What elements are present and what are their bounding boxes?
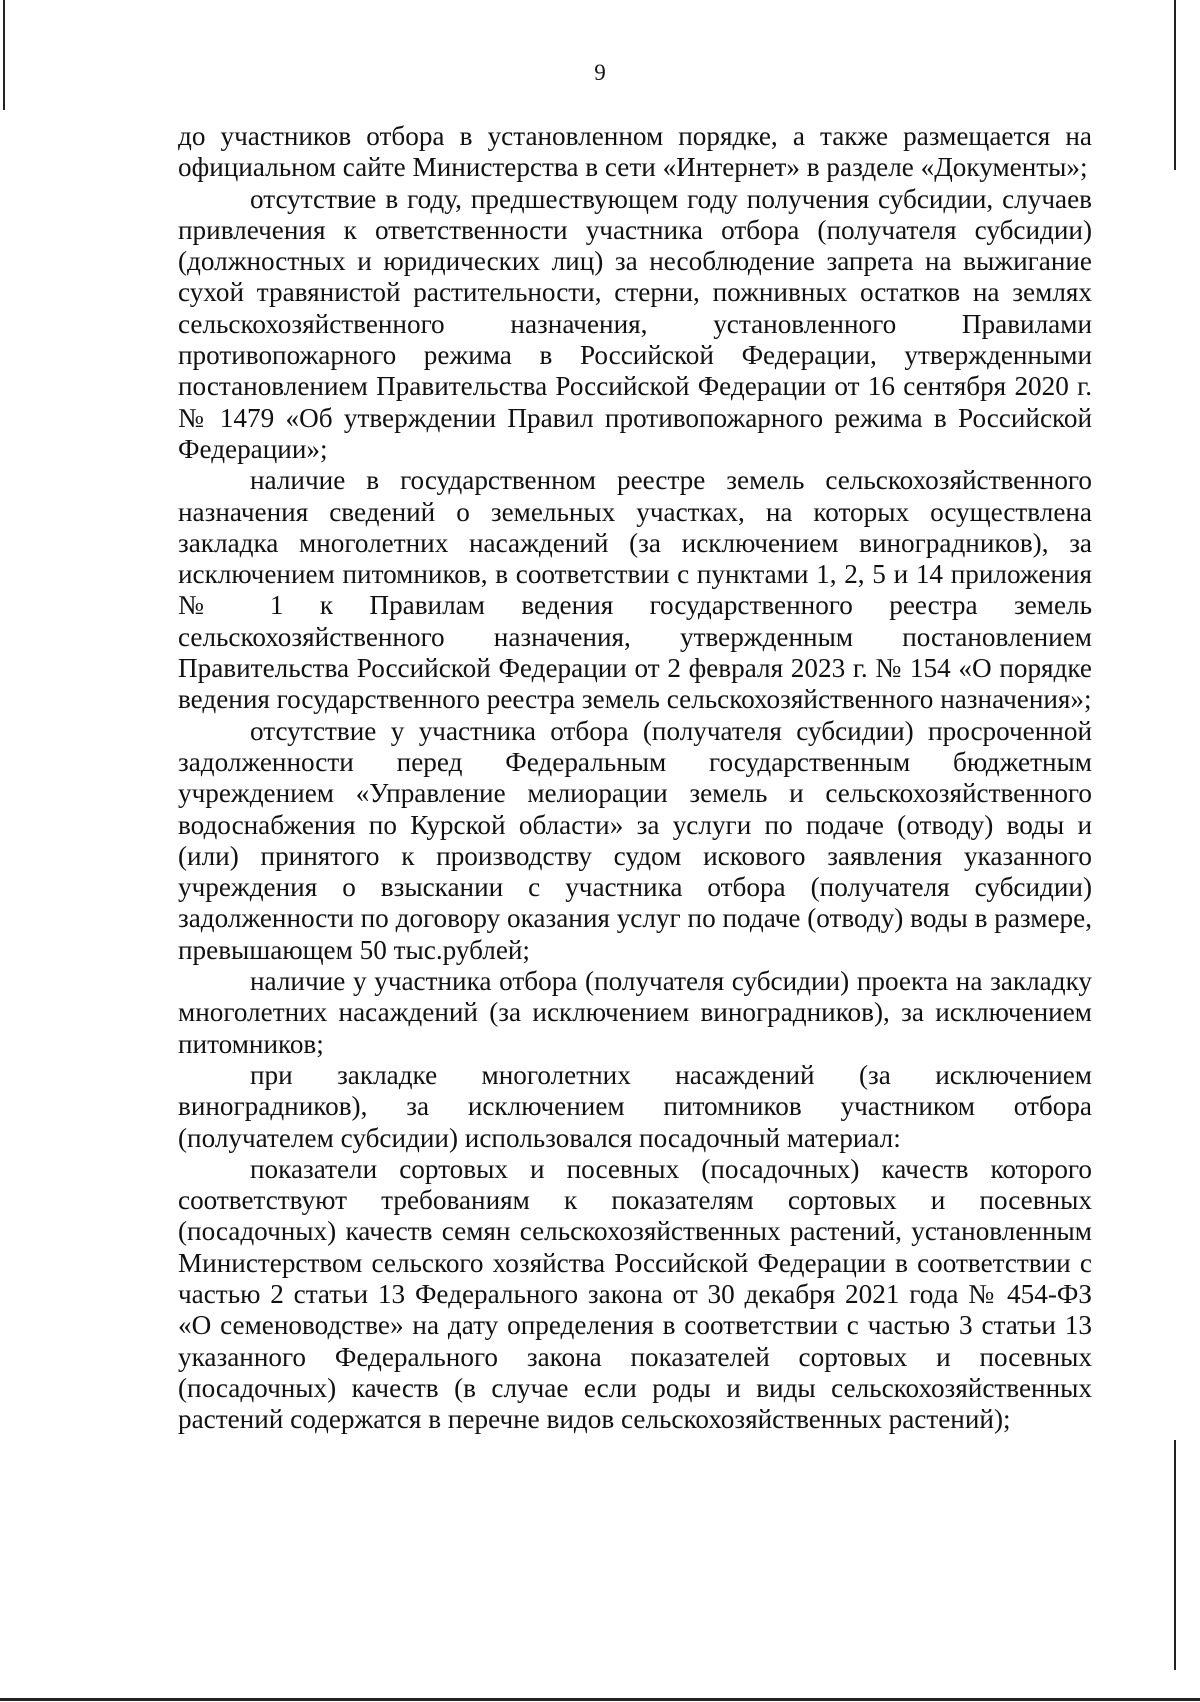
scan-edge-bottom [0, 1698, 1200, 1701]
paragraph-quality-indicators: показатели сортовых и посевных (посадочных) качеств которого соответствуют требованиям к показателям сортовых и посевных (посадочных) качеств семян сельскохозяйственных растений, установленным Министерством сельского хозяйства Российской Федерации в соответствии с частью 2 статьи 13 Федерального закона от 30 декабря 2021 года № 454-ФЗ «О семеноводстве» на дату определения в соответствии с частью 3 статьи 13 указанного Федерального закона показателей сортовых и посевных (посадочных) качеств (в случае если роды и виды сельскохозяйственных растений содержатся в перечне видов сельскохозяйственных растений); [178, 1153, 1092, 1435]
scan-edge-left [3, 0, 5, 110]
document-body [178, 121, 1092, 1435]
paragraph-planting-material: при закладке многолетних насаждений (за исключением виноградников), за исключением питомников участником отбора (получателем субсидии) использовался посадочный материал: [178, 1059, 1092, 1153]
paragraph-planting-project: наличие у участника отбора (получателя субсидии) проекта на закладку многолетних насаждений (за исключением виноградников), за исключением питомников; [178, 966, 1092, 1059]
page-number: 9 [594, 60, 606, 85]
paragraph-continuation: до участников отбора в установленном порядке, а также размещается на официальном сайте Министерства в сети «Интернет» в разделе «Документы»; [178, 121, 1092, 183]
scan-edge-right-bottom [1174, 1440, 1176, 1670]
paragraph-land-registry: наличие в государственном реестре земель сельскохозяйственного назначения сведений о земельных участках, на которых осуществлена закладка многолетних насаждений (за исключением виноградников), за исключением питомников, в соответствии с пунктами 1, 2, 5 и 14 приложения № 1 к Правилам ведения государственного реестра земель сельскохозяйственного назначения, утвержденным постановлением Правительства Российской Федерации от 2 февраля 2023 г. № 154 «О порядке ведения государственного реестра земель сельскохозяйственного назначения»; [178, 465, 1092, 715]
paragraph-fire-regulations: отсутствие в году, предшествующем году получения субсидии, случаев привлечения к ответственности участника отбора (получателя субсидии) (должностных и юридических лиц) за несоблюдение запрета на выжигание сухой травянистой растительности, стерни, пожнивных остатков на землях сельскохозяйственного назначения, установленного Правилами противопожарного режима в Российской Федерации, утвержденными постановлением Правительства Российской Федерации от 16 сентября 2020 г. № 1479 «Об утверждении Правил противопожарного режима в Российской Федерации»; [178, 183, 1092, 464]
paragraph-no-overdue-debt: отсутствие у участника отбора (получателя субсидии) просроченной задолженности перед Федеральным государственным бюджетным учреждением «Управление мелиорации земель и сельскохозяйственного водоснабжения по Курской области» за услуги по подаче (отводу) воды и (или) принятого к производству судом искового заявления указанного учреждения о взыскании с участника отбора (получателя субсидии) задолженности по договору оказания услуг по подаче (отводу) воды в размере, превышающем 50 тыс.рублей; [178, 715, 1092, 965]
